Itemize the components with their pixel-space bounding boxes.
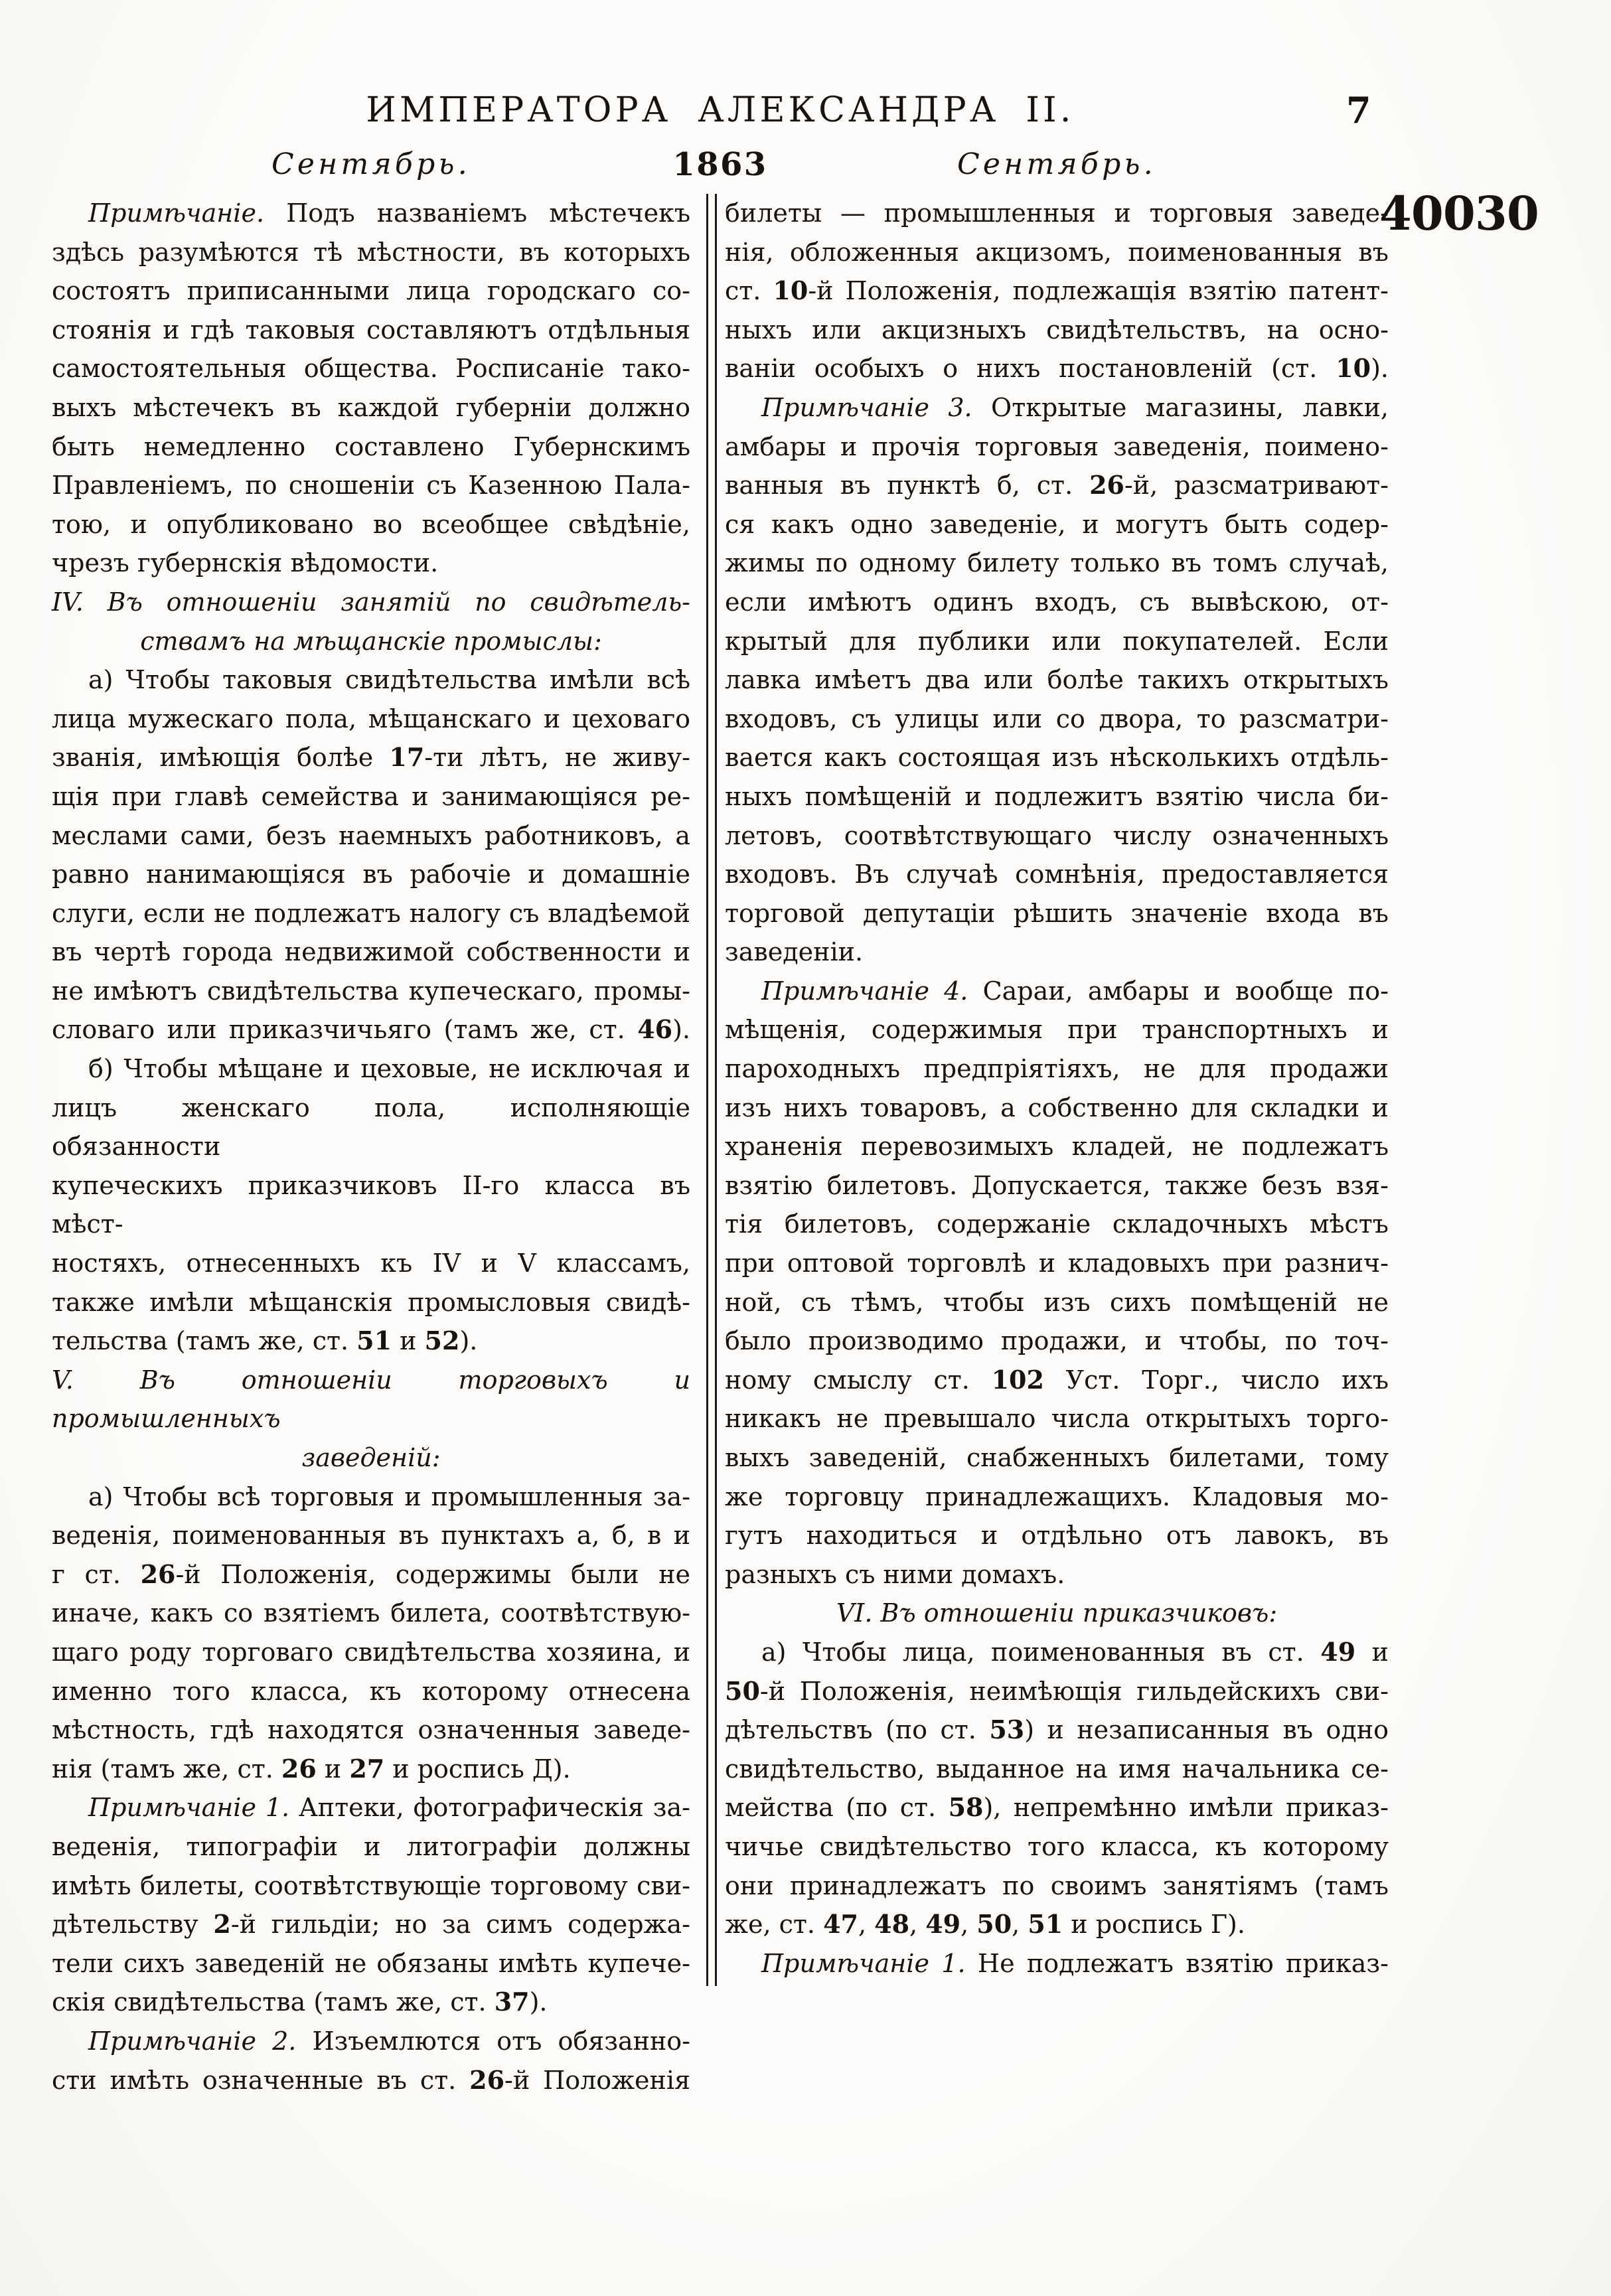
text-line: словаго или приказчичьяго (тамъ же, ст. 46).: [52, 1014, 690, 1045]
text-line: ностяхъ, отнесенныхъ къ IV и V классамъ,: [52, 1249, 690, 1278]
text-line: VI. Въ отношеніи приказчиковъ:: [836, 1598, 1278, 1628]
text-line: скія свидѣтельства (тамъ же, ст. 37).: [52, 1987, 548, 2017]
text-line: ся какъ одно заведеніе, и могутъ быть содер-: [725, 509, 1389, 539]
text-line: здѣсь разумѣются тѣ мѣстности, въ которыхъ: [52, 237, 690, 267]
text-line: Примѣчаніе 2. Изъемлются отъ обязанно-: [88, 2026, 690, 2056]
text-line: ствамъ на мѣщанскіе промыслы:: [140, 626, 602, 656]
text-line: изъ нихъ товаровъ, а собственно для складки и: [725, 1093, 1389, 1122]
text-line: веденія, поименованныя въ пунктахъ а, б, в и: [52, 1521, 690, 1551]
text-line: ныхъ помѣщеній и подлежитъ взятію числа би-: [725, 781, 1389, 811]
text-line: меслами сами, безъ наемныхъ работниковъ, а: [52, 820, 690, 850]
running-title: ИМПЕРАТОРА АЛЕКСАНДРА II.: [366, 90, 1075, 130]
text-line: мѣстность, гдѣ находятся означенныя заведе-: [52, 1715, 690, 1745]
text-line: щаго роду торговаго свидѣтельства хозяина, и: [52, 1637, 690, 1667]
text-line: храненія перевозимыхъ кладей, не подлежатъ: [725, 1132, 1389, 1162]
text-line: равно нанимающіяся въ рабочіе и домашніе: [52, 860, 690, 889]
text-line: нія, обложенныя акцизомъ, поименованныя въ: [725, 237, 1389, 267]
text-line: заведеній:: [301, 1443, 441, 1472]
text-line: также имѣли мѣщанскія промысловыя свидѣ-: [52, 1287, 690, 1317]
text-line: веденія, типографіи и литографіи должны: [52, 1831, 690, 1861]
text-line: амбары и прочія торговыя заведенія, поимено-: [725, 431, 1389, 461]
left-column: [52, 194, 690, 2100]
text-line: сти имѣть означенные въ ст. 26-й Положенія: [52, 2064, 691, 2095]
text-line: ныхъ или акцизныхъ свидѣтельствъ, на осно-: [725, 315, 1389, 344]
text-line: билеты — промышленныя и торговыя заведе-: [725, 198, 1389, 228]
text-line: мейства (по ст. 58), непремѣнно имѣли приказ-: [725, 1792, 1389, 1823]
right-column: [725, 194, 1389, 1983]
text-line: чрезъ губернскія вѣдомости.: [52, 548, 439, 578]
text-line: ваніи особыхъ о нихъ постановленій (ст. 10).: [725, 353, 1389, 384]
text-line: имѣть билеты, соотвѣтствующіе торговому сви-: [52, 1871, 690, 1900]
text-line: дѣтельству 2-й гильдіи; но за симъ содержа-: [52, 1909, 690, 1940]
text-line: лицъ женскаго пола, исполняющіе обязанности: [52, 1093, 690, 1162]
page-number: 7: [1346, 89, 1371, 131]
text-line: лавка имѣетъ два или болѣе такихъ открытыхъ: [725, 665, 1389, 695]
text-line: а) Чтобы лица, поименованныя въ ст. 49 и: [761, 1636, 1389, 1667]
text-line: выхъ заведеній, снабженныхъ билетами, тому: [725, 1443, 1389, 1472]
text-line: состоятъ приписанными лица городскаго со-: [52, 276, 690, 306]
text-line: никакъ не превышало числа открытыхъ торго-: [725, 1404, 1389, 1434]
text-line: тою, и опубликовано во всеобщее свѣдѣніе,: [52, 509, 690, 539]
text-line: Правленіемъ, по сношеніи съ Казенною Пала-: [52, 471, 690, 500]
text-line: купеческихъ приказчиковъ II-го класса въ мѣст-: [52, 1170, 690, 1239]
text-line: нія (тамъ же, ст. 26 и 27 и роспись Д).: [52, 1753, 571, 1784]
library-stamp: 40030: [1379, 186, 1539, 241]
text-line: самостоятельныя общества. Росписаніе тако-: [52, 354, 690, 384]
text-line: IV. Въ отношеніи занятій по свидѣтель-: [52, 587, 690, 617]
text-line: выхъ мѣстечекъ въ каждой губерніи должно: [52, 392, 690, 422]
text-line: именно того класса, къ которому отнесена: [52, 1676, 690, 1706]
text-line: а) Чтобы всѣ торговыя и промышленныя за-: [88, 1482, 690, 1511]
text-line: разныхъ съ ними домахъ.: [725, 1559, 1065, 1589]
text-line: же, ст. 47, 48, 49, 50, 51 и роспись Г).: [725, 1909, 1245, 1940]
text-line: Примѣчаніе 4. Сараи, амбары и вообще по-: [761, 976, 1389, 1006]
text-line: взятію билетовъ. Допускается, также безъ взя-: [725, 1170, 1389, 1200]
text-line: чичье свидѣтельство того класса, къ которому: [725, 1831, 1389, 1861]
text-line: б) Чтобы мѣщане и цеховые, не исключая и: [88, 1054, 690, 1084]
text-line: стоянія и гдѣ таковыя составляютъ отдѣльныя: [52, 315, 690, 344]
text-line: званія, имѣющія болѣе 17-ти лѣтъ, не живу-: [52, 742, 690, 773]
dateline-month-left: Сентябрь.: [271, 147, 471, 181]
column-divider-rule: [706, 194, 717, 1986]
text-line: вается какъ состоящая изъ нѣсколькихъ отдѣль-: [725, 743, 1389, 773]
text-line: мѣщенія, содержимыя при транспортныхъ и: [725, 1015, 1389, 1045]
text-line: входовъ, съ улицы или со двора, то разсматри-: [725, 704, 1389, 733]
text-line: ной, съ тѣмъ, чтобы изъ сихъ помѣщеній не: [725, 1287, 1389, 1317]
dateline-month-right: Сентябрь.: [957, 147, 1157, 181]
text-line: тельства (тамъ же, ст. 51 и 52).: [52, 1326, 478, 1356]
text-line: заведеніи.: [725, 937, 864, 967]
text-line: если имѣютъ одинъ входъ, съ вывѣскою, от-: [725, 587, 1389, 617]
text-line: тели сихъ заведеній не обязаны имѣть купече-: [52, 1948, 690, 1978]
text-line: ному смыслу ст. 102 Уст. Торг., число ихъ: [725, 1364, 1389, 1395]
text-line: же торговцу принадлежащихъ. Кладовыя мо-: [725, 1482, 1389, 1511]
text-line: тія билетовъ, содержаніе складочныхъ мѣстъ: [725, 1209, 1389, 1239]
text-line: летовъ, соотвѣтствующаго числу означенныхъ: [725, 820, 1389, 850]
text-line: жимы по одному билету только въ томъ случаѣ,: [725, 548, 1389, 578]
text-line: слуги, если не подлежатъ налогу съ владѣемой: [52, 898, 690, 928]
text-line: крытый для публики или покупателей. Если: [725, 626, 1389, 656]
text-line: Примѣчаніе 3. Открытые магазины, лавки,: [761, 392, 1389, 422]
text-line: гутъ находиться и отдѣльно отъ лавокъ, въ: [725, 1521, 1389, 1551]
text-line: ванныя въ пунктѣ б, ст. 26-й, разсматривают-: [725, 470, 1389, 500]
text-line: лица мужескаго пола, мѣщанскаго и цеховаго: [52, 704, 690, 733]
text-line: торговой депутаціи рѣшить значеніе входа въ: [725, 898, 1389, 928]
text-line: 50-й Положенія, неимѣющія гильдейскихъ сви-: [725, 1675, 1389, 1706]
dateline-year: 1863: [672, 146, 768, 183]
text-line: щія при главѣ семейства и занимающіяся ре-: [52, 781, 690, 811]
text-line: дѣтельствъ (по ст. 53) и незаписанныя въ одно: [725, 1715, 1389, 1745]
text-line: а) Чтобы таковыя свидѣтельства имѣли всѣ: [88, 665, 690, 695]
text-line: пароходныхъ предпріятіяхъ, не для продажи: [725, 1054, 1389, 1084]
text-line: ст. 10-й Положенія, подлежащія взятію патент-: [725, 275, 1389, 306]
text-line: не имѣютъ свидѣтельства купеческаго, промы-: [52, 976, 690, 1006]
text-line: при оптовой торговлѣ и кладовыхъ при разнич-: [725, 1249, 1389, 1278]
text-line: свидѣтельство, выданное на имя начальника се-: [725, 1754, 1389, 1784]
text-line: они принадлежатъ по своимъ занятіямъ (тамъ: [725, 1871, 1389, 1900]
text-line: быть немедленно составлено Губернскимъ: [52, 431, 690, 461]
text-line: въ чертѣ города недвижимой собственности и: [52, 937, 690, 967]
text-line: было производимо продажи, и чтобы, по точ-: [725, 1326, 1389, 1356]
text-line: V. Въ отношеніи торговыхъ и промышленныхъ: [52, 1365, 690, 1434]
text-line: иначе, какъ со взятіемъ билета, соотвѣтствую-: [52, 1598, 690, 1628]
text-line: Примѣчаніе 1. Не подлежатъ взятію приказ-: [761, 1948, 1389, 1978]
text-line: Примѣчаніе. Подъ названіемъ мѣстечекъ: [88, 198, 690, 228]
text-line: г ст. 26-й Положенія, содержимы были не: [52, 1559, 691, 1589]
text-line: Примѣчаніе 1. Аптеки, фотографическія за-: [88, 1793, 691, 1823]
text-line: входовъ. Въ случаѣ сомнѣнія, предоставляется: [725, 860, 1389, 889]
